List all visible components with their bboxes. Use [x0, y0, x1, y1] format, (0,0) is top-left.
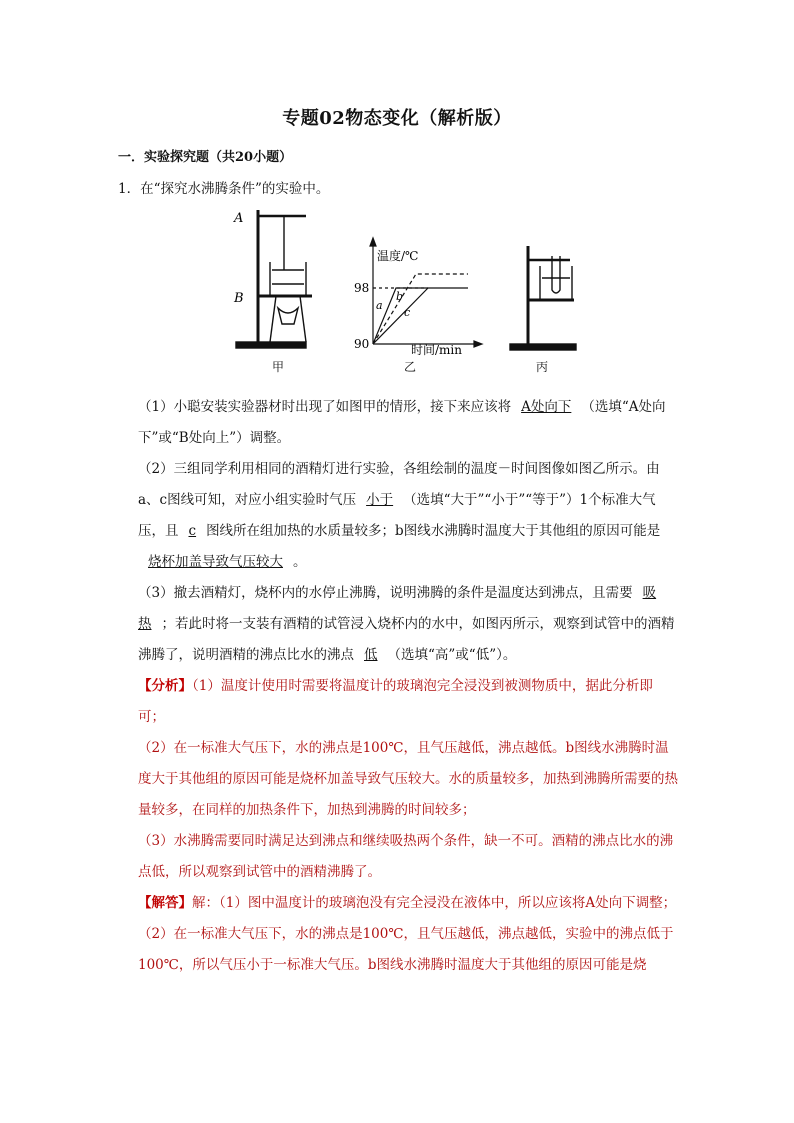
- answer-part-1: 【解答】解：（1）图中温度计的玻璃泡没有完全浸没在液体中，所以应该将A处向下调整；: [138, 895, 677, 911]
- fig-label-jia: 甲: [272, 360, 285, 374]
- question-stem-text: 在“探究水沸腾条件”的实验中。: [140, 181, 330, 197]
- analysis-part-2: （2）在一标准大气压下，水的沸点是100℃，且气压越低，沸点越低。b图线水沸腾时温度大于其他组的原因可能是烧杯加盖导致气压较大。水的质量较多，加热到沸腾所需要的热量较多，在同样的加热条件下，加热到沸腾的时间较多；: [138, 740, 678, 818]
- apparatus-bing: [510, 246, 576, 350]
- label-B: B: [234, 291, 244, 306]
- question-stem: [118, 177, 329, 197]
- series-label-a: a: [376, 299, 383, 312]
- series-label-b: b: [396, 290, 404, 303]
- y-tick-90: 90: [354, 337, 370, 351]
- answer-blank: c: [188, 523, 197, 539]
- question-part-2: （2）三组同学利用相同的酒精灯进行实验，各组绘制的温度－时间图像如图乙所示。由a、c图线可知，对应小组实验时气压 小于 （选填“大于”“小于”“等于”）1个标准大气压，且 c 图线所在组加热的水质量较多；b图线水沸腾时温度大于其他组的原因可能是烧杯加盖导致气压较大 。: [138, 461, 661, 570]
- answer-blank: A处向下: [521, 399, 572, 415]
- answer-part-2: （2）在一标准大气压下，水的沸点是100℃，且气压越低，沸点越低，实验中的沸点低于100℃，所以气压小于一标准大气压。b图线水沸腾时温度大于其他组的原因可能是烧: [138, 926, 674, 973]
- question-body: [138, 392, 678, 981]
- answer-blank: 小于: [366, 492, 394, 508]
- question-part-3: （3）撤去酒精灯，烧杯内的水停止沸腾，说明沸腾的条件是温度达到沸点，且需要 吸热 ；若此时将一支装有酒精的试管浸入烧杯内的水中，如图丙所示，观察到试管中的酒精沸腾了，说明酒精的沸点比水的沸点 低 （选填“高”或“低”）。: [138, 585, 675, 663]
- apparatus-jia: [236, 210, 312, 348]
- series-label-c: c: [404, 306, 411, 319]
- answer-tag: 【解答】: [138, 895, 192, 911]
- question-part-1: （1）小聪安装实验器材时出现了如图甲的情形，接下来应该将 A处向下 （选填“A处向下”或“B处向上”）调整。: [138, 399, 666, 446]
- label-A: A: [234, 211, 244, 226]
- analysis-part-3: （3）水沸腾需要同时满足达到沸点和继续吸热两个条件，缺一不可。酒精的沸点比水的沸点低，所以观察到试管中的酒精沸腾了。: [138, 833, 674, 880]
- answer-blank: 低: [364, 647, 378, 663]
- fig-label-yi: 乙: [404, 360, 417, 374]
- answer-blank: 烧杯加盖导致气压较大: [148, 554, 283, 570]
- x-axis-label: 时间/min: [411, 343, 462, 357]
- answer-blank: 吸热: [138, 585, 657, 632]
- y-tick-98: 98: [354, 281, 370, 295]
- analysis-part-1: 【分析】（1）温度计使用时需要将温度计的玻璃泡完全浸没到被测物质中，据此分析即可；: [138, 678, 653, 725]
- section-heading: 一．实验探究题（共20小题）: [118, 150, 293, 165]
- question-number: 1．: [118, 181, 141, 197]
- y-axis-label: 温度/℃: [377, 249, 419, 263]
- experiment-figure: [228, 204, 588, 384]
- fig-label-bing: 丙: [536, 360, 549, 374]
- analysis-tag: 【分析】: [138, 678, 192, 694]
- page-title: 专题02物态变化（解析版）: [282, 108, 512, 129]
